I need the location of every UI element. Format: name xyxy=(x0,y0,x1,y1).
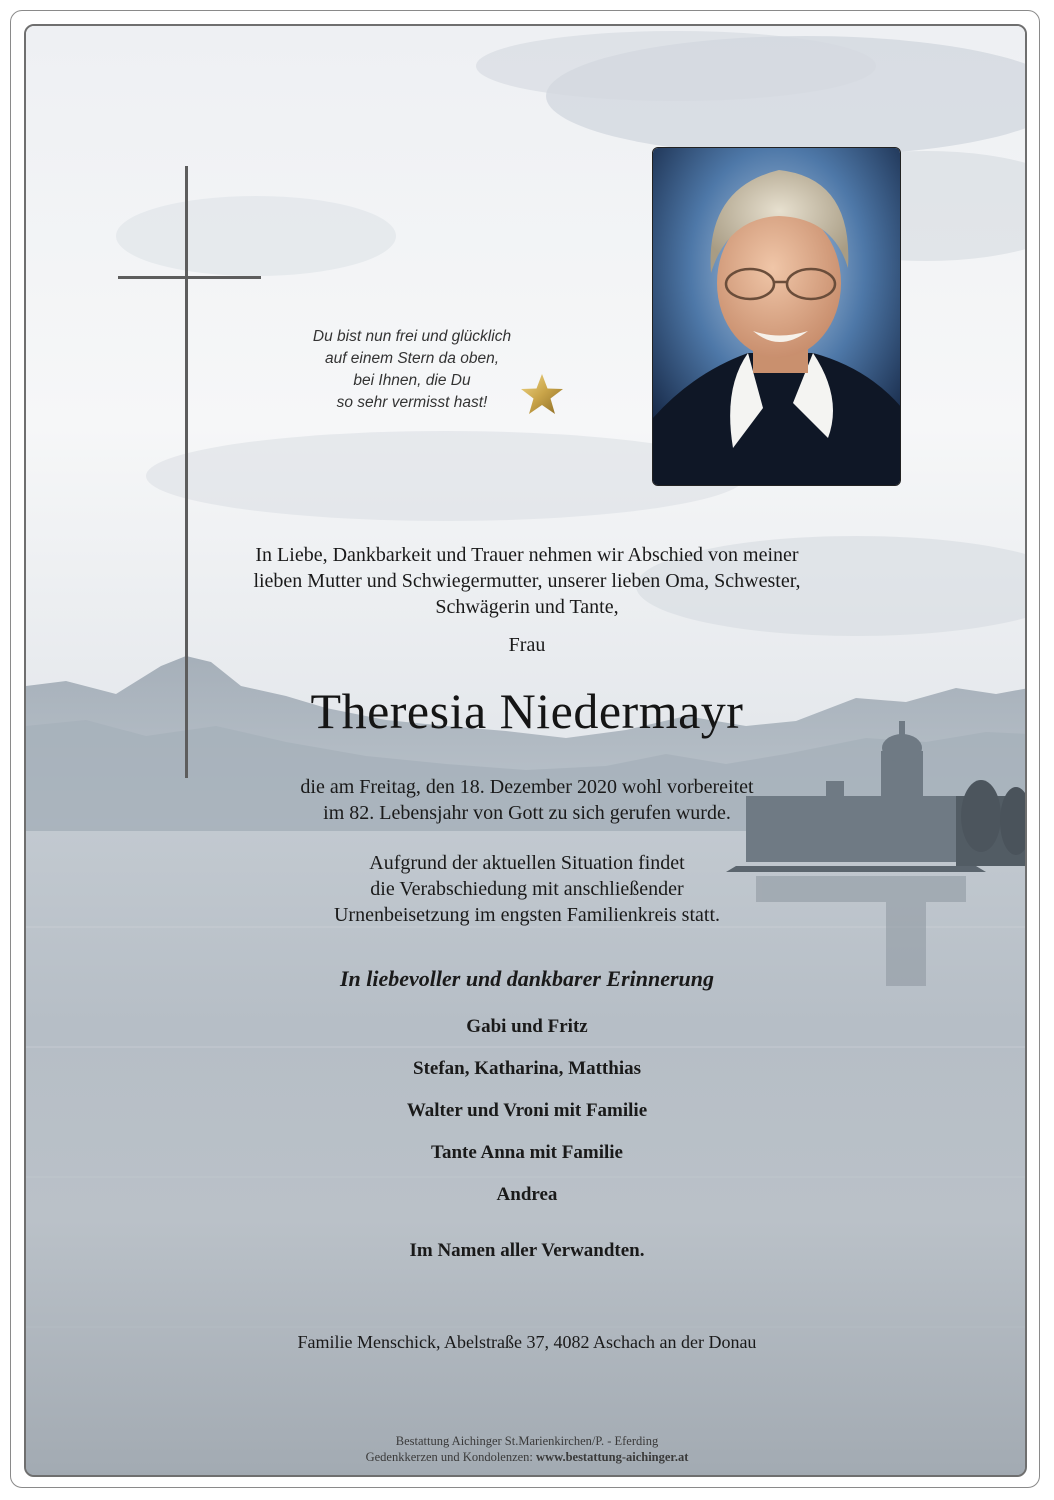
intro-text xyxy=(0,542,1054,620)
death-line: die am Freitag, den 18. Dezember 2020 wohl vorbereitet xyxy=(300,776,754,798)
mourner: Walter und Vroni mit Familie xyxy=(406,1100,648,1121)
deceased-name: Theresia Niedermayr xyxy=(310,683,744,739)
intro-line: lieben Mutter und Schwiegermutter, unserer lieben Oma, Schwester, xyxy=(253,570,801,592)
relatives-note: Im Namen aller Verwandten. xyxy=(409,1240,645,1261)
family-address: Familie Menschick, Abelstraße 37, 4082 Aschach an der Donau xyxy=(297,1332,757,1352)
poem-line: Du bist nun frei und glücklich xyxy=(312,328,512,345)
ceremony-line: Urnenbeisetzung im engsten Familienkreis statt. xyxy=(333,904,721,926)
star-icon xyxy=(519,372,565,416)
condolence-label: Gedenkkerzen und Kondolenzen: xyxy=(365,1450,533,1464)
mourner: Tante Anna mit Familie xyxy=(431,1142,623,1163)
poem-line: bei Ihnen, die Du xyxy=(353,372,471,389)
poem xyxy=(262,326,562,414)
ceremony-line: die Verabschiedung mit anschließender xyxy=(370,878,684,900)
cross-beam xyxy=(118,276,261,279)
intro-line: Schwägerin und Tante, xyxy=(435,596,619,618)
death-line: im 82. Lebensjahr von Gott zu sich gerufen wurde. xyxy=(323,802,731,824)
mourner: Gabi und Fritz xyxy=(466,1016,588,1037)
funeral-home-name: Bestattung Aichinger St.Marienkirchen/P. - Eferding xyxy=(395,1434,659,1448)
remembrance-heading: In liebevoller und dankbarer Erinnerung xyxy=(339,966,715,991)
funeral-home-footer xyxy=(0,1433,1054,1465)
funeral-home-link[interactable]: www.bestattung-aichinger.at xyxy=(536,1450,689,1464)
condolence-line xyxy=(0,1449,1054,1465)
poem-line: so sehr vermisst hast! xyxy=(336,394,488,411)
poem-line: auf einem Stern da oben, xyxy=(324,350,500,367)
salutation: Frau xyxy=(508,634,546,656)
portrait-image xyxy=(653,148,901,486)
mourner: Andrea xyxy=(496,1184,558,1205)
ceremony-line: Aufgrund der aktuellen Situation findet xyxy=(369,852,685,874)
death-text xyxy=(0,774,1054,826)
mourner: Stefan, Katharina, Matthias xyxy=(413,1058,641,1079)
portrait-photo xyxy=(652,147,901,486)
ceremony-text xyxy=(0,850,1054,928)
intro-line: In Liebe, Dankbarkeit und Trauer nehmen wir Abschied von meiner xyxy=(255,544,799,566)
mourners-list xyxy=(0,1012,1054,1222)
